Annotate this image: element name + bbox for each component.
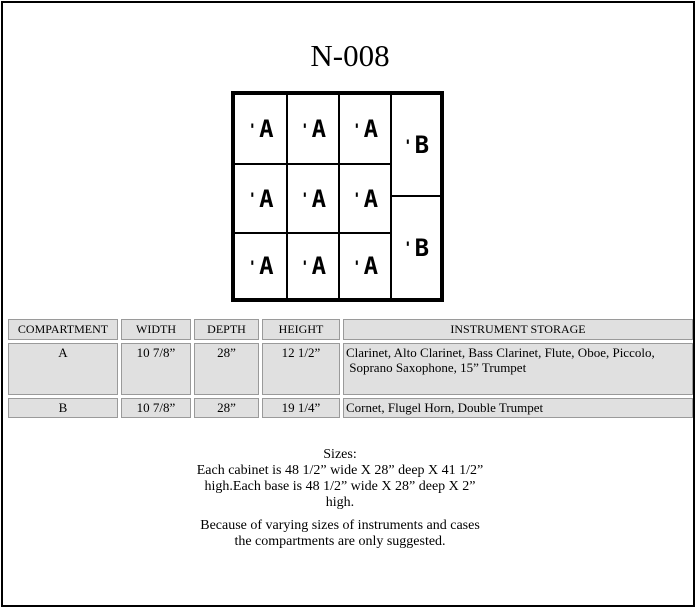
compartment-a-r1c2: ' A <box>287 94 339 164</box>
disclaimer-text: Because of varying sizes of instruments and cases the compartments are only suggested. <box>200 518 480 549</box>
notes-block <box>195 447 485 550</box>
cabinet-diagram <box>231 91 444 302</box>
cell-width: 10 7/8” <box>121 398 191 418</box>
storage-line: Clarinet, Alto Clarinet, Bass Clarinet, Flute, Oboe, Piccolo, <box>346 345 655 360</box>
compartment-a-r1c3: ' A <box>339 94 391 164</box>
table-row <box>8 343 693 395</box>
cell-width: 10 7/8” <box>121 343 191 395</box>
cell-depth: 28” <box>194 398 259 418</box>
compartment-b-top: ' B <box>391 94 441 196</box>
cell-instrument-storage <box>343 398 693 418</box>
cell-height: 12 1/2” <box>262 343 340 395</box>
sizes-text: Each cabinet is 48 1/2” wide X 28” deep X 41 1/2” high.Each base is 48 1/2” wide X 28” deep X 2” high. <box>196 463 484 510</box>
compartment-a-r3c1: ' A <box>234 233 287 299</box>
table-row <box>8 398 693 418</box>
cell-compartment: B <box>8 398 118 418</box>
compartment-a-r3c2: ' A <box>287 233 339 299</box>
header-compartment: COMPARTMENT <box>8 319 118 340</box>
compartment-a-r1c1: ' A <box>234 94 287 164</box>
compartment-a-r2c2: ' A <box>287 164 339 233</box>
page-title: N-008 <box>310 38 390 73</box>
header-width: WIDTH <box>121 319 191 340</box>
cell-depth: 28” <box>194 343 259 395</box>
cell-compartment: A <box>8 343 118 395</box>
compartment-b-bottom: ' B <box>391 196 441 299</box>
storage-line: Soprano Saxophone, 15” Trumpet <box>346 360 527 375</box>
cell-height: 19 1/4” <box>262 398 340 418</box>
header-depth: DEPTH <box>194 319 259 340</box>
compartment-a-r2c3: ' A <box>339 164 391 233</box>
compartment-a-r2c1: ' A <box>234 164 287 233</box>
compartment-table <box>5 316 696 421</box>
header-instrument-storage: INSTRUMENT STORAGE <box>343 319 693 340</box>
sizes-heading: Sizes: <box>323 447 357 462</box>
compartment-a-r3c3: ' A <box>339 233 391 299</box>
storage-line: Cornet, Flugel Horn, Double Trumpet <box>346 400 544 415</box>
header-height: HEIGHT <box>262 319 340 340</box>
table-header-row <box>8 319 693 340</box>
cell-instrument-storage <box>343 343 693 395</box>
